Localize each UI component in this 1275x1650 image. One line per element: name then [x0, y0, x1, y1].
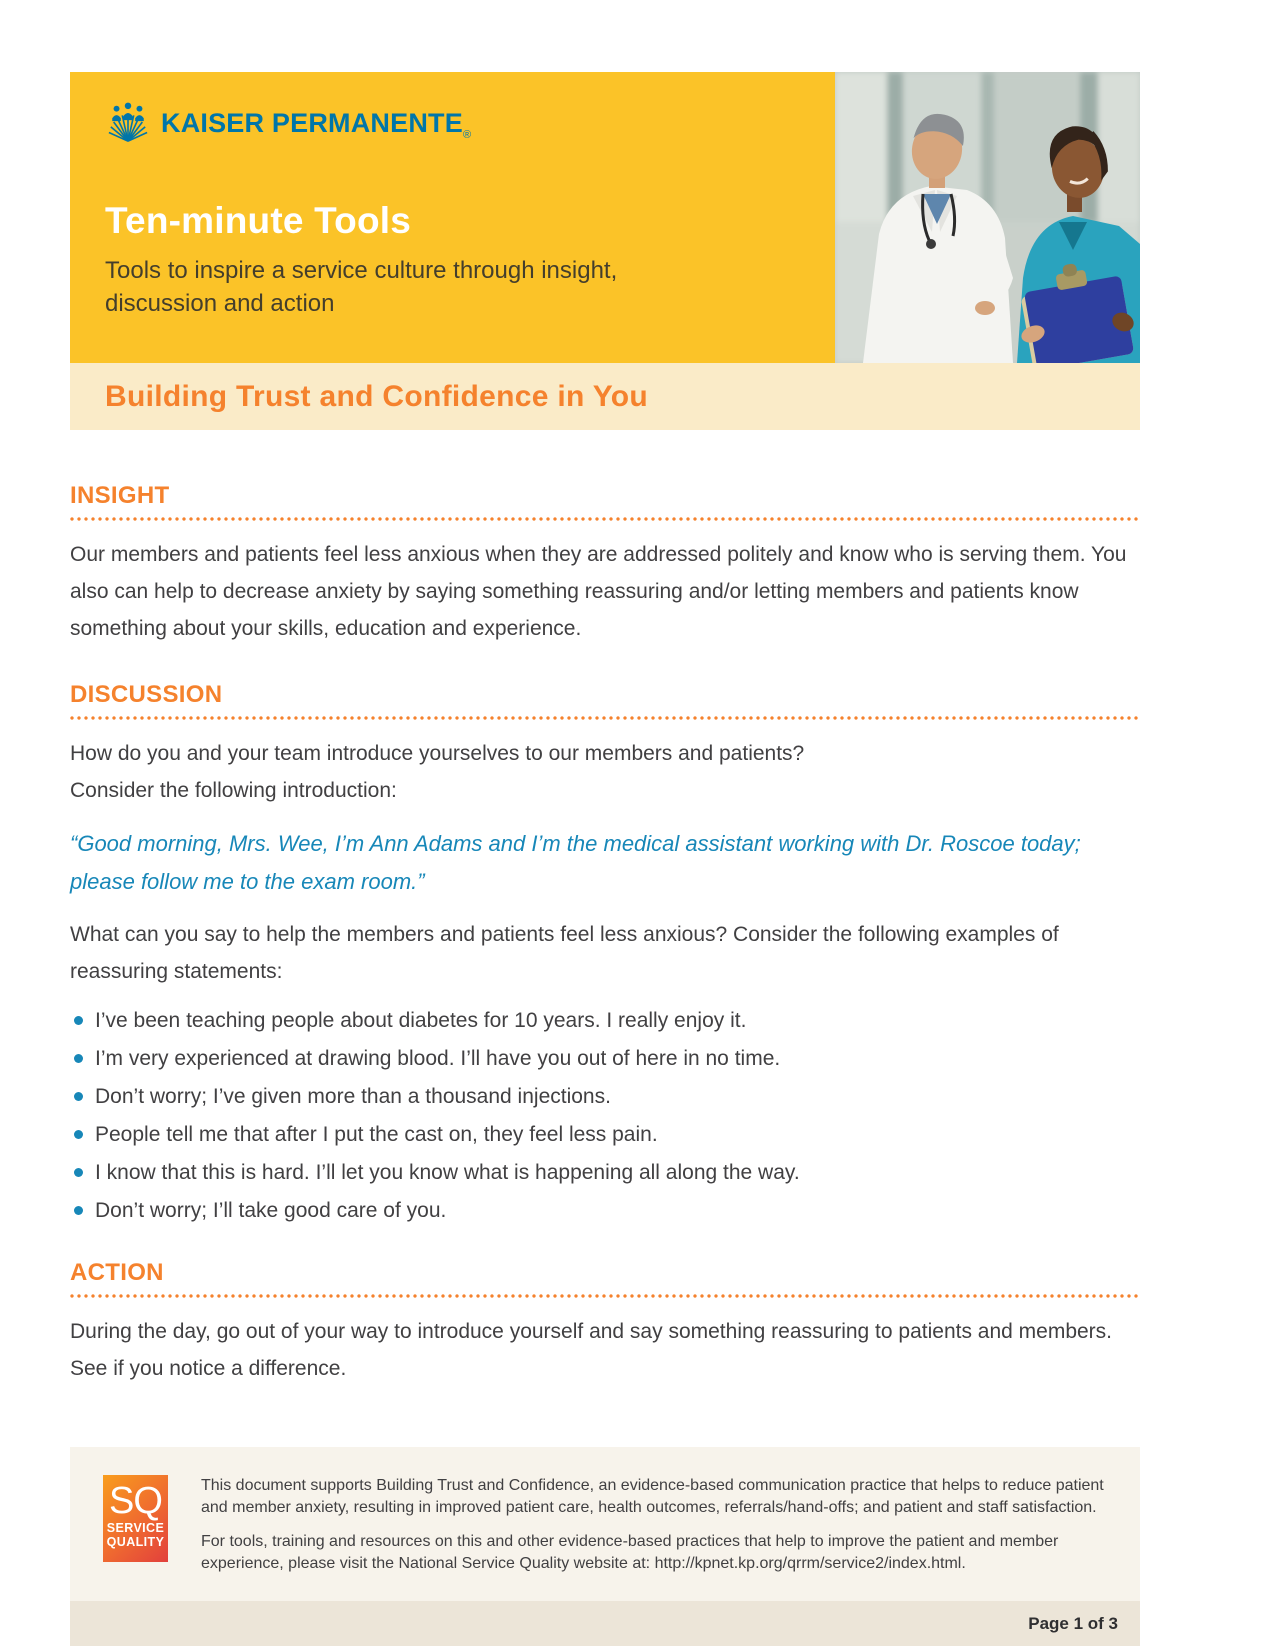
page-title: Ten-minute Tools [105, 200, 412, 241]
list-item [70, 1196, 1140, 1225]
section-divider [70, 1294, 1140, 1298]
insight-heading: INSIGHT [70, 482, 170, 509]
bullet-icon [74, 1054, 83, 1063]
section-discussion [70, 681, 1140, 1225]
bullet-text: Don’t worry; I’ll take good care of you. [95, 1199, 447, 1222]
kp-brand-text: KAISER PERMANENTE [161, 107, 463, 138]
bullet-icon [74, 1130, 83, 1139]
action-paragraph: During the day, go out of your way to introduce yourself and say something reassuring to patients and members. See if you notice a difference. [70, 1320, 1113, 1380]
discussion-prompt: What can you say to help the members and patients feel less anxious? Consider the following examples of reassuring statements: [70, 923, 1059, 983]
bullet-text: Don’t worry; I’ve given more than a thousand injections. [95, 1085, 611, 1108]
doc-title: Building Trust and Confidence in You [105, 379, 649, 413]
reassuring-statements-list [70, 1006, 1140, 1225]
kp-wordmark [161, 108, 471, 139]
action-heading: ACTION [70, 1259, 164, 1286]
bullet-icon [74, 1016, 83, 1025]
list-item [70, 1158, 1140, 1187]
bullet-text: I’ve been teaching people about diabetes for 10 years. I really enjoy it. [95, 1009, 747, 1032]
bullet-icon [74, 1092, 83, 1101]
footer-note-box [70, 1447, 1140, 1601]
section-insight [70, 482, 1140, 647]
bullet-text: I know that this is hard. I’ll let you know what is happening all along the way. [95, 1161, 800, 1184]
sq-logo-mark: SQ [109, 1480, 162, 1522]
insight-paragraph: Our members and patients feel less anxious when they are addressed politely and know who is serving them. You also can help to decrease anxiety by saying something reassuring and/or letting members and patients know something about your skills, education and experience. [70, 543, 1127, 640]
discussion-intro-line2: Consider the following introduction: [70, 779, 397, 802]
list-item [70, 1082, 1140, 1111]
doctor-nurse-photo-illustration [835, 72, 1140, 363]
section-divider [70, 517, 1140, 521]
list-item [70, 1044, 1140, 1073]
footer-text [201, 1475, 1120, 1575]
document-footer [70, 1447, 1140, 1646]
document-body [70, 430, 1140, 1387]
page-number: Page 1 of 3 [1028, 1613, 1118, 1633]
doc-title-band [70, 363, 1140, 430]
kaiser-permanente-logo [105, 102, 805, 144]
footer-paragraph-2: For tools, training and resources on this and other evidence-based practices that help to improve the patient and member experience, please visit the National Service Quality website at: http://kpnet.kp.org/qrrm/service2/index.html. [201, 1533, 1059, 1572]
registered-mark: ® [462, 128, 472, 141]
page-subtitle: Tools to inspire a service culture through insight, discussion and action [105, 257, 618, 317]
list-item [70, 1006, 1140, 1035]
service-quality-logo [103, 1475, 168, 1562]
header-photo [835, 72, 1140, 363]
kp-sun-figures-icon [105, 102, 151, 144]
sq-logo-quality: QUALITY [106, 1534, 165, 1549]
list-item [70, 1120, 1140, 1149]
section-action [70, 1259, 1140, 1387]
section-divider [70, 716, 1140, 720]
bullet-text: I’m very experienced at drawing blood. I’ll have you out of here in no time. [95, 1047, 781, 1070]
bullet-icon [74, 1206, 83, 1215]
sq-logo-service: SERVICE [106, 1521, 165, 1535]
discussion-heading: DISCUSSION [70, 681, 223, 708]
header [70, 72, 1140, 363]
document-page [70, 72, 1140, 1646]
bullet-text: People tell me that after I put the cast on, they feel less pain. [95, 1123, 658, 1146]
footer-paragraph-1: This document supports Building Trust and Confidence, an evidence-based communication practice that helps to reduce patient and member anxiety, resulting in improved patient care, health outcomes, referrals/hand-offs; and patient and staff satisfaction. [201, 1477, 1104, 1516]
discussion-intro-line1: How do you and your team introduce yourselves to our members and patients? [70, 742, 805, 765]
example-introduction-quote: “Good morning, Mrs. Wee, I’m Ann Adams and I’m the medical assistant working with Dr. Roscoe today; please follow me to the exam room.” [70, 831, 1081, 894]
bullet-icon [74, 1168, 83, 1177]
page-number-band [70, 1601, 1140, 1646]
header-banner [70, 72, 835, 363]
